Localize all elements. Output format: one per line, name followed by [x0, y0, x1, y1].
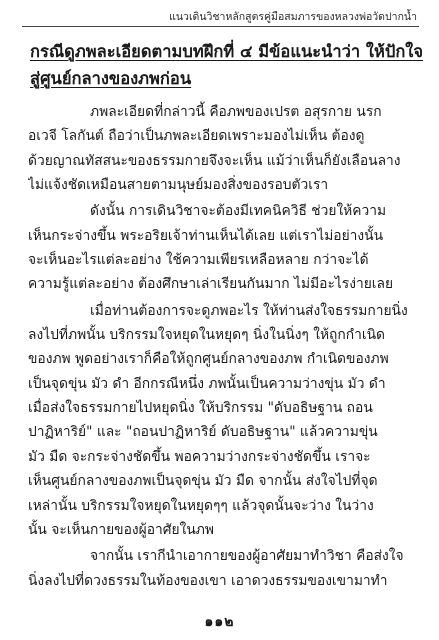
text-line: เห็นศูนย์กลางของภพเป็นจุดขุ่น มัว มืด จากนั้น ส่งใจไปที่จุด: [28, 473, 378, 490]
section-heading: [30, 38, 424, 92]
text-line: จะเห็นอะไรแต่ละอย่าง ใช้ความเพียรเหลือหลาย กว่าจะได้: [28, 252, 369, 269]
header-divider: [22, 26, 419, 27]
text-line: เห็นกระจ่างขึ้น พระอริยเจ้าท่านเห็นได้เลย แต่เราไม่อย่างนั้น: [28, 227, 384, 244]
text-line: มัว มืด จะกระจ่างชัดขึ้น พอความว่างกระจ่างชัดขึ้น เราจะ: [28, 448, 371, 465]
body-text: [28, 100, 420, 593]
text-line: เมื่อส่งใจธรรมกายไปหยุดนิ่ง ให้บริกรรม "ดับอธิษฐาน ถอน: [28, 400, 373, 417]
text-line: ดังนั้น การเดินวิชาจะต้องมีเทคนิควิธี ช่วยให้ความ: [90, 203, 387, 220]
paragraph-3: [28, 299, 420, 542]
text-line: จากนั้น เรากีนำเอากายของผู้อาศัยมาทำวิชา คือส่งใจ: [90, 548, 404, 565]
text-line: ของภพ พูดอย่างเราก็คือให้ถูกศูนย์กลางของภพ กำเนิดของภพ: [28, 351, 389, 368]
text-line: ปาฏิหาริย์" และ "ถอนปาฏิหาริย์ ดับอธิษฐาน" แล้วความขุ่น: [28, 424, 378, 441]
text-line: เมื่อท่านต้องการจะดูภพอะไร ให้ท่านส่งใจธรรมกายนิ่ง: [90, 302, 408, 319]
text-line: ด้วยญาณทัสสนะของธรรมกายจึงจะเห็น แม้ว่าเห็นก็ยังเลือนลาง: [28, 152, 401, 169]
heading-line-2: สู่ศูนย์กลางของภพก่อน: [30, 69, 192, 88]
paragraph-4: [28, 544, 420, 593]
paragraph-2: [28, 199, 420, 296]
text-line: นั้น จะเห็นกายของผู้อาศัยในภพ: [28, 521, 214, 538]
page-number: ๑๑๒: [204, 614, 235, 630]
paragraph-1: [28, 100, 420, 197]
text-line: ความรู้แต่ละอย่าง ต้องศึกษาเล่าเรียนกันมาก ไม่มีอะไรง่ายเลย: [28, 276, 394, 293]
running-header: แนวเดินวิชาหลักสูตรคู่มือสมภารของหลวงพ่อวัดปากน้ำ: [169, 11, 417, 23]
text-line: เป็นจุดขุ่น มัว ดำ อีกกรณีหนึ่ง ภพนั้นเป็นความว่างขุ่น มัว ดำ: [28, 375, 386, 392]
text-line: เหล่านั้น บริกรรมใจหยุดในหยุดๆๆ แล้วจุดนั้นจะว่าง ในว่าง: [28, 497, 374, 514]
text-line: ภพละเอียดที่กล่าวนี้ คือภพของเปรต อสุรกาย นรก: [90, 104, 382, 120]
text-line: ลงไปที่ภพนั้น บริกรรมใจหยุดในหยุดๆ นิ่งในนิ่งๆ ให้ถูกกำเนิด: [28, 327, 385, 344]
text-line: ไม่แจ้งชัดเหมือนสายตามนุษย์มองสิ่งของรอบตัวเรา: [28, 177, 329, 194]
text-line: นิ่งลงไปที่ดวงธรรมในท้องของเขา เอาดวงธรรมของเขามาทำ: [28, 572, 388, 589]
heading-line-1: กรณีดูภพละเอียดตามบทฝึกที่ ๔ มีข้อแนะนำว่า ให้ปักใจ: [30, 42, 424, 61]
text-line: อเวจี โลกันต์ ถือว่าเป็นภพละเอียดเพราะมองไม่เห็น ต้องดู: [28, 128, 365, 145]
